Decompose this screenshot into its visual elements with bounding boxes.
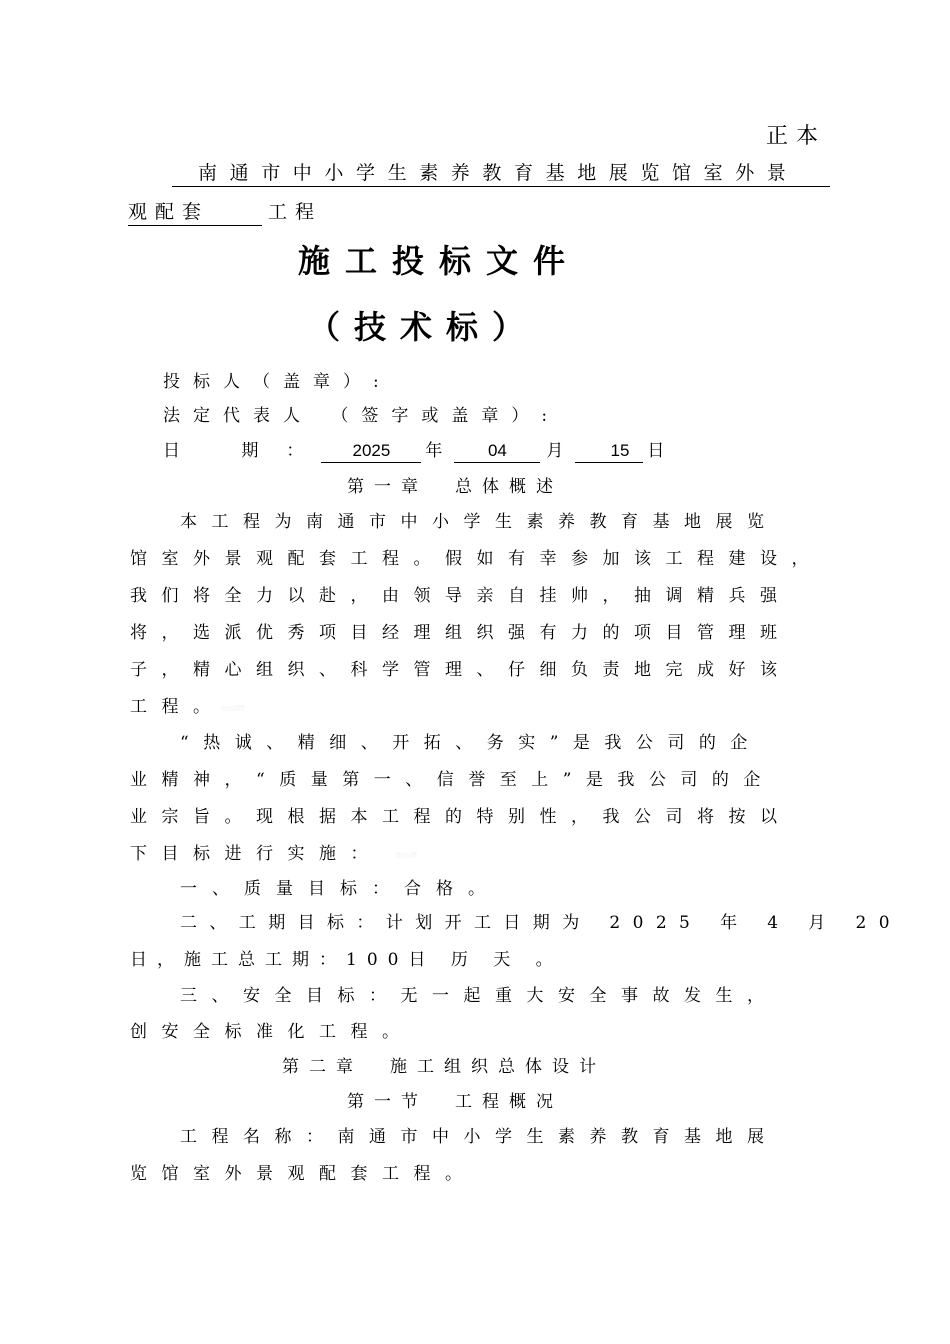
- goal-quality: 一、质量目标：合格。: [180, 879, 500, 899]
- faint-mark: sssfffff: [222, 704, 245, 713]
- project-name-field-line1: 工程名称：南通市中小学生素养教育基地展: [180, 1127, 779, 1147]
- chapter1-heading: 第一章 总体概述: [347, 477, 563, 497]
- p2-line3: 业宗旨。现根据本工程的特别性，我公司将按以: [130, 807, 792, 827]
- date-year: 2025: [321, 440, 421, 463]
- day-unit: 日: [647, 441, 665, 461]
- goal-safety-line1: 三、安全目标：无一起重大安全事故发生，: [180, 986, 779, 1006]
- goal-schedule-line1: 二、工期目标：计划开工日期为 2025 年 4 月 20: [180, 913, 902, 933]
- date-line: [163, 440, 664, 463]
- p1-line6: 工程。: [130, 697, 225, 717]
- chapter2-heading: 第二章 施工组织总体设计: [282, 1057, 606, 1077]
- goal-safety-line2: 创安全标准化工程。: [130, 1022, 414, 1042]
- bidder-seal-label: 投标人（盖章）:: [163, 372, 392, 392]
- year-unit: 年: [425, 441, 443, 461]
- document-title: 施工投标文件: [298, 242, 581, 280]
- p1-line4: 将，选派优秀项目经理组织强有力的项目管理班: [130, 623, 792, 643]
- project-name-field-line2: 览馆室外景观配套工程。: [130, 1164, 477, 1184]
- project-name-line1: 南通市中小学生素养教育基地展览馆室外景: [172, 160, 830, 187]
- p1-line1: 本工程为南通市中小学生素养教育基地展览: [180, 512, 779, 532]
- copy-mark: 正本: [766, 124, 827, 149]
- p1-line3: 我们将全力以赴，由领导亲自挂帅，抽调精兵强: [130, 586, 792, 606]
- project-name-line2: [128, 199, 322, 226]
- p2-line2: 业精神，“质量第一、信誉至上”是我公司的企: [130, 770, 775, 790]
- date-label: 日 期：: [163, 441, 332, 461]
- faint-mark: ffsfsfff: [396, 851, 417, 860]
- month-unit: 月: [546, 441, 564, 461]
- p1-line5: 子，精心组织、科学管理、仔细负责地完成好该: [130, 660, 792, 680]
- p2-line4: 下目标进行实施：: [130, 844, 382, 864]
- date-day: 15: [575, 440, 643, 463]
- document-subtitle: （技术标）: [308, 308, 539, 346]
- project-name-underlined: 观配套: [128, 199, 262, 226]
- goal-schedule-line2: 日，施工总工期：100日 历 天 。: [130, 950, 563, 970]
- project-name-suffix: 工程: [268, 201, 323, 223]
- date-month: 04: [454, 440, 540, 463]
- p1-line2: 馆室外景观配套工程。假如有幸参加该工程建设，: [130, 549, 823, 569]
- legal-rep-label: 法定代表人 （签字或盖章）:: [163, 406, 561, 426]
- section1-heading: 第一节 工程概况: [347, 1092, 563, 1112]
- p2-line1: “热诚、精细、开拓、务实”是我公司的企: [180, 733, 762, 753]
